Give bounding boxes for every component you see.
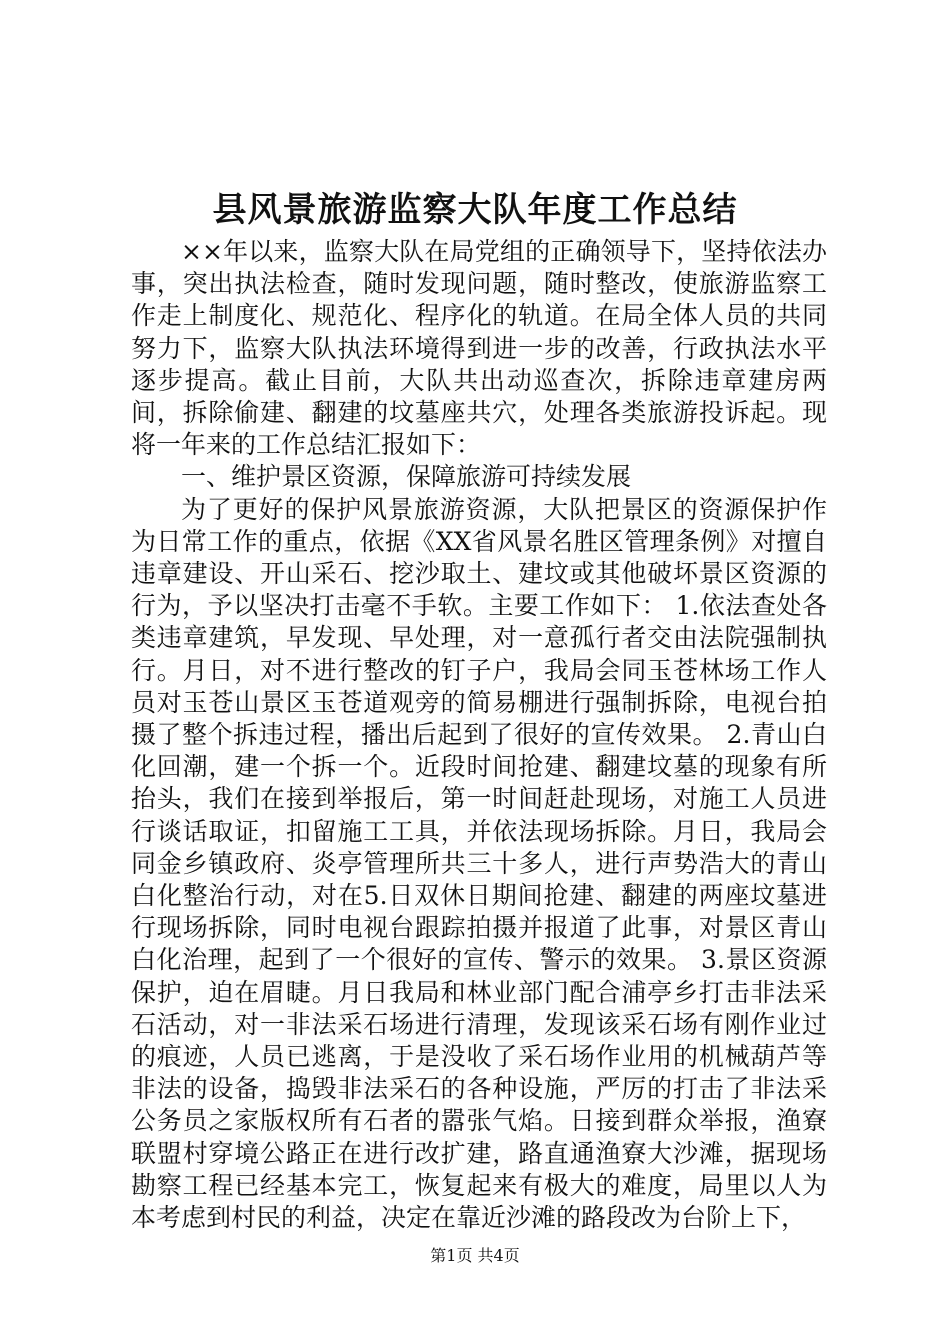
- document-body: [131, 236, 827, 1234]
- section-1-paragraph: 为了更好的保护风景旅游资源，大队把景区的资源保护作为日常工作的重点，依据《XX省风景名胜区管理条例》对擅自违章建设、开山采石、挖沙取土、建坟或其他破坏景区资源的行为，予以坚决打击毫不手软。主要工作如下： 1.依法查处各类违章建筑，早发现、早处理，对一意孤行者交由法院强制执行。月日，对不进行整改的钉子户，我局会同玉苍林场工作人员对玉苍山景区玉苍道观旁的简易棚进行强制拆除，电视台拍摄了整个拆违过程，播出后起到了很好的宣传效果。 2.青山白化回潮，建一个拆一个。近段时间抢建、翻建坟墓的现象有所抬头，我们在接到举报后，第一时间赶赴现场，对施工人员进行谈话取证，扣留施工工具，并依法现场拆除。月日，我局会同金乡镇政府、炎亭管理所共三十多人，进行声势浩大的青山白化整治行动，对在5.日双休日期间抢建、翻建的两座坟墓进行现场拆除，同时电视台跟踪拍摄并报道了此事，对景区青山白化治理，起到了一个很好的宣传、警示的效果。 3.景区资源保护，迫在眉睫。月日我局和林业部门配合浦亭乡打击非法采石活动，对一非法采石场进行清理，发现该采石场有刚作业过的痕迹，人员已逃离，于是没收了采石场作业用的机械葫芦等非法的设备，捣毁非法采石的各种设施，严厉的打击了非法采公务员之家版权所有石者的嚣张气焰。日接到群众举报，渔寮联盟村穿境公路正在进行改扩建，路直通渔寮大沙滩，据现场勘察工程已经基本完工，恢复起来有极大的难度，局里以人为本考虑到村民的利益，决定在靠近沙滩的路段改为台阶上下，: [131, 494, 827, 1233]
- section-heading-1: 一、维护景区资源，保障旅游可持续发展: [181, 462, 632, 492]
- document-title: 县风景旅游监察大队年度工作总结: [212, 190, 738, 230]
- page-footer: 第1页 共4页: [430, 1246, 520, 1265]
- intro-paragraph: ××年以来，监察大队在局党组的正确领导下，坚持依法办事，突出执法检查，随时发现问题，随时整改，使旅游监察工作走上制度化、规范化、程序化的轨道。在局全体人员的共同努力下，监察大队执法环境得到进一步的改善，行政执法水平逐步提高。截止目前，大队共出动巡查次，拆除违章建房两间，拆除偷建、翻建的坟墓座共穴，处理各类旅游投诉起。现将一年来的工作总结汇报如下：: [131, 237, 827, 460]
